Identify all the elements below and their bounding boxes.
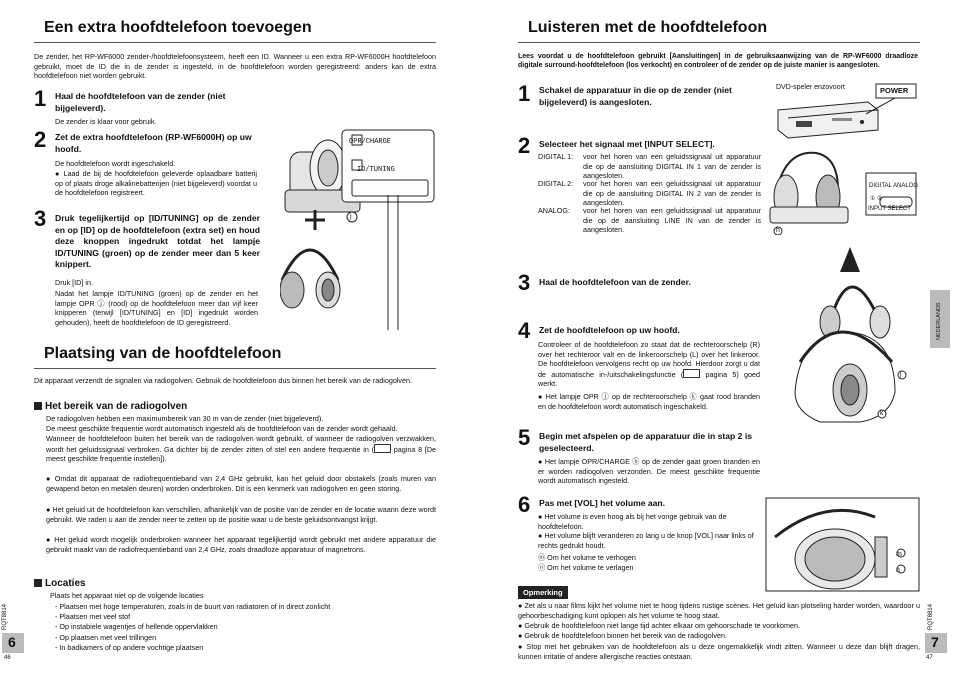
bullet-item: ● Het volume is even hoog als bij het vorige gebruik van de hoofdtelefoon. (538, 512, 727, 531)
step-note: Druk [ID] in. (55, 278, 93, 287)
input-option-text: voor het horen van een geluidssignaal uit apparatuur die op de aansluiting DIGITAL IN 2 van de zender is aangesloten. (583, 179, 761, 208)
location-item: - In badkamers of op andere vochtige plaatsen (55, 643, 204, 652)
subheading (34, 578, 86, 589)
input-option-text: voor het horen van een geluidssignaal uit apparatuur die op de aansluiting LINE IN van de zender is aangesloten. (583, 206, 761, 235)
label-input-numbers: ① ② (870, 196, 883, 202)
paragraph-text: Wanneer de hoofdtelefoon buiten het bereik van de radiogolven wordt gebruikt, of wanneer de radiogolven verzwakken, wordt het geluidssignaal verbroken. Ga dichter bij de zender zitten of stel een andere frequentie in ( (46, 434, 436, 454)
step-number: 6 (518, 492, 531, 517)
step-number: 2 (34, 127, 47, 152)
page-number-small: 46 (4, 655, 11, 661)
paragraph (538, 340, 760, 389)
step-title: Zet de extra hoofdtelefoon (RP-WF6000H) op uw hoofd. (55, 132, 252, 154)
note-item: ● Gebruik de hoofdtelefoon binnen het bereik van de radiogolven. (518, 631, 727, 640)
step-number: 3 (518, 270, 531, 295)
headphone-on-head-illustration (780, 242, 920, 432)
bullet-text: Het geluid wordt mogelijk onderbroken wanneer het apparaat tegelijkertijd wordt gebruikt met andere apparatuur die gebruikt maakt van de radiofrequentieband van 2,4 GHz, zoals draadloze apparatuur of magnetrons. (46, 535, 436, 554)
bullet-item: ● Het lampje OPR/CHARGE ⓗ op de zender gaat groen branden en er worden radiogolven verzonden. De meest geschikte frequentie wordt automatisch ingesteld. (538, 457, 760, 486)
note-label: Opmerking (518, 586, 568, 599)
step-note: Nadat het lampje ID/TUNING (groen) op de zender en het lampje OPR ⓙ (rood) op de hoofdtelefoon meer dan vijf keer knipperen (terwijl [ID/TUNING] en [ID] ingedrukt worden gehouden), heeft de hoofdtelefoon de ID geregistreerd. (55, 289, 258, 327)
title-rule (518, 42, 920, 43)
location-item: - Op instabiele wagentjes of hellende oppervlakken (55, 622, 218, 631)
bullet-text: Laad de bij de hoofdtelefoon geleverde oplaadbare batterij op of plaats droge alkalinebatterijen (niet bijgeleverd) voordat u de hoofdtelefoon registreert. (55, 169, 257, 198)
label-j: j (900, 371, 902, 378)
bullet-text: Het volume blijft veranderen zo lang u de knop [VOL] naar links of rechts gedrukt houdt. (538, 531, 754, 550)
label-h: h (776, 227, 780, 234)
bullet-text: Het lampje OPR ⓙ op de rechteroorschelp ⓚ gaat rood branden en de hoofdtelefoon wordt automatisch ingeschakeld. (538, 392, 760, 411)
paragraph: De radiogolven hebben een maximumbereik van 30 m van de zender (niet bijgeleverd). (46, 414, 324, 423)
volume-down-item: ⓝ Om het volume te verlagen (538, 563, 634, 572)
section-title-placement: Plaatsing van de hoofdtelefoon (44, 345, 282, 362)
note-text: Stop met het gebruiken van de hoofdtelefoon als u deze ongemakkelijk vindt zitten. Wanneer u deze dan blijft dragen, kunnen irritatie of andere allergische reacties ontstaan. (518, 642, 920, 661)
bullet-text: Omdat dit apparaat de radiofrequentieband van 2,4 GHz gebruikt, kan het geluid door obstakels (zoals muren van gewapend beton en metalen deuren) worden onderbroken. Dit is een kenmerk van radiogolven en geen storing. (46, 474, 436, 493)
bullet-item: ● Het geluid uit de hoofdtelefoon kan verschillen, afhankelijk van de positie van de zender en de locatie waarin deze wordt gebruikt. We raden u aan de zender neer te zetten op de positie waar u de beste geluidsontvangst krijgt. (46, 505, 436, 524)
bullet-text: Het volume is even hoog als bij het vorige gebruik van de hoofdtelefoon. (538, 512, 727, 531)
paragraph-text: pagina 8 [De meest geschikte frequentie instellen]). (46, 444, 437, 464)
step-number: 1 (34, 86, 47, 111)
label-m: m (896, 551, 902, 558)
note-text: Gebruik de hoofdtelefoon binnen het bereik van de radiogolven. (524, 631, 727, 640)
title-rule (34, 368, 436, 369)
label-j: j (350, 213, 352, 220)
paragraph: Plaats het apparaat niet op de volgende locaties (50, 591, 204, 600)
location-item: - Plaatsen met veel stof (55, 612, 131, 621)
bullet-item: ● Het volume blijft veranderen zo lang u de knop [VOL] naar links of rechts gedrukt houdt. (538, 531, 754, 550)
input-option-key: DIGITAL 1: (538, 152, 574, 161)
location-text: Op instabiele wagentjes of hellende oppervlakken (59, 622, 218, 631)
location-text: In badkamers of op andere vochtige plaatsen (59, 643, 204, 652)
note-text: Gebruik de hoofdtelefoon niet lange tijd achter elkaar om gehoorschade te voorkomen. (524, 621, 801, 630)
step-title: Pas met [VOL] het volume aan. (539, 498, 666, 508)
paragraph: De meest geschikte frequentie wordt automatisch ingesteld als de hoofdtelefoon van de zender wordt gehaald. (46, 424, 398, 433)
language-label: NEDERLANDS (936, 302, 942, 340)
title-rule (34, 42, 436, 43)
document-code-text: RQT8814 (928, 603, 934, 630)
intro-paragraph: De zender, het RP-WF6000 zender-/hoofdtelefoonsysteem, heeft een ID. Wanneer u een extra RP-WF6000H hoofdtelefoon gebruikt, moet de ID die in de zender is ingesteld, in de hoofdtelefoon worden geregistreerd: anders kan de extra hoofdtelefoon niet worden gebruikt. (34, 52, 436, 81)
document-code-text: RQT8814 (2, 603, 8, 630)
section-title-listening: Luisteren met de hoofdtelefoon (528, 19, 768, 36)
bullet-item: ● Laad de bij de hoofdtelefoon geleverde oplaadbare batterij op of plaats droge alkalinebatterijen (niet bijgeleverd) voordat u de hoofdtelefoon registreert. (55, 169, 257, 198)
dvd-label: DVD-speler enzovoort (776, 84, 845, 91)
subheading-text: Het bereik van de radiogolven (45, 401, 188, 412)
note-item: ● Zet als u naar films kijkt het volume niet te hoog tijdens rustige scènes. Het geluid kan plotseling harder worden, waardoor u gehoorbeschadiging kunt oplopen als het volume te hoog staat. (518, 601, 920, 620)
square-icon (34, 402, 42, 410)
label-k: k (880, 410, 884, 417)
square-icon (34, 579, 42, 587)
location-item: - Op plaatsen met veel trillingen (55, 633, 157, 642)
bullet-item: ● Het lampje OPR ⓙ op de rechteroorschelp ⓚ gaat rood branden en de hoofdtelefoon wordt automatisch ingeschakeld. (538, 392, 760, 411)
step-title: Begin met afspelen op de apparatuur die in stap 2 is geselecteerd. (539, 431, 752, 453)
label-id-tuning: ID/TUNING (357, 166, 395, 174)
input-option-key: DIGITAL 2: (538, 179, 574, 188)
subheading-text: Locaties (45, 578, 86, 589)
volume-up-item: ⓜ Om het volume te verhogen (538, 553, 636, 562)
power-button-label: POWER (880, 86, 909, 95)
label-opr-charge: OPR/CHARGE (349, 138, 392, 146)
location-text: Plaatsen met hoge temperaturen, zoals in de buurt van radiatoren of in direct zonlicht (59, 602, 331, 611)
location-text: Op plaatsen met veel trillingen (59, 633, 157, 642)
page-number: 6 (8, 634, 16, 650)
note-item: ● Gebruik de hoofdtelefoon niet lange tijd achter elkaar om gehoorschade te voorkomen. (518, 621, 801, 630)
document-code (928, 580, 934, 630)
step-title: Druk tegelijkertijd op [ID/TUNING] op de zender en op [ID] op de hoofdtelefoon (extra set) en houd deze knoppen ingedrukt totdat het lampje ID/TUNING (groen) op de zender meer dan 5 keer knippert. (55, 213, 260, 269)
page-reference-icon (683, 369, 700, 378)
step-number: 4 (518, 318, 531, 343)
step-title: Zet de hoofdtelefoon op uw hoofd. (539, 325, 680, 335)
step-title: Selecteer het signaal met [INPUT SELECT]. (539, 139, 715, 149)
intro-paragraph: Lees voordat u de hoofdtelefoon gebruikt [Aansluitingen] in de gebruiksaanwijzing van de RP-WF6000 draadloze digitale surround-hoofdtelefoon (los verkocht) en controleer of de zender op de juiste manier is aangesloten. (518, 53, 918, 69)
note-item: ● Stop met het gebruiken van de hoofdtelefoon als u deze ongemakkelijk vindt zitten. Wanneer u deze dan blijft dragen, kunnen irritatie of andere allergische reacties ontstaan. (518, 642, 920, 661)
step-number: 2 (518, 133, 531, 158)
step-title: Haal de hoofdtelefoon van de zender (niet bijgeleverd). (55, 91, 226, 113)
bullet-text: Het geluid uit de hoofdtelefoon kan verschillen, afhankelijk van de positie van de zender en de locatie waarin deze wordt gebruikt. We raden u aan de zender neer te zetten op de positie waar u de beste geluidsontvangst krijgt. (46, 505, 436, 524)
location-item: - Plaatsen met hoge temperaturen, zoals in de buurt van radiatoren of in direct zonlicht (55, 602, 331, 611)
input-select-illustration (768, 145, 918, 235)
location-text: Plaatsen met veel stof (59, 612, 131, 621)
step-title: Schakel de apparatuur in die op de zender (niet bijgeleverd) is aangesloten. (539, 85, 732, 107)
step-number: 5 (518, 425, 531, 450)
label-n: n (896, 567, 900, 574)
step-note: De hoofdtelefoon wordt ingeschakeld. (55, 159, 176, 168)
page-number-small: 47 (926, 655, 933, 661)
input-option-text: voor het horen van een geluidssignaal uit apparatuur die op de aansluiting DIGITAL IN 1 van de zender is aangesloten. (583, 152, 761, 181)
step-note: De zender is klaar voor gebruik. (55, 117, 157, 126)
transmitter-headphone-illustration (280, 120, 440, 335)
page-reference-icon (374, 444, 391, 453)
bullet-text: Het lampje OPR/CHARGE ⓗ op de zender gaat groen branden en er worden radiogolven verzonden. De meest geschikte frequentie wordt automatisch ingesteld. (538, 457, 760, 486)
paragraph-text: pagina 5) goed werkt. (538, 369, 760, 389)
note-text: Zet als u naar films kijkt het volume niet te hoog tijdens rustige scènes. Het geluid kan plotseling harder worden, waardoor u gehoorbeschadiging kunt oplopen als het volume te hoog staat. (518, 601, 920, 620)
step-title: Haal de hoofdtelefoon van de zender. (539, 277, 691, 287)
label-input-select: INPUT SELECT (868, 206, 911, 212)
label-digital-analog: DIGITAL ANALOG (869, 183, 919, 189)
section-title-extra-headphone: Een extra hoofdtelefoon toevoegen (44, 19, 312, 36)
bullet-item: ● Omdat dit apparaat de radiofrequentieband van 2,4 GHz gebruikt, kan het geluid door obstakels (zoals muren van gewapend beton en metalen deuren) worden onderbroken. Dit is een kenmerk van radiogolven en geen storing. (46, 474, 436, 493)
paragraph (46, 434, 436, 464)
input-option-key: ANALOG: (538, 206, 570, 215)
intro-paragraph: Dit apparaat verzendt de signalen via radiogolven. Gebruik de hoofdtelefoon dus binnen het bereik van de radiogolven. (34, 376, 413, 385)
document-code (2, 580, 8, 630)
paragraph-text: Controleer of de hoofdtelefoon zo staat dat de rechteroorschelp (R) over het rechteroor valt en de linkeroorschelp (L) over het linkeroor. De hoofdtelefoon vervolgens recht op uw hoofd. Hierdoor zorgt u dat de automatische in-/uitschakelingsfunctie ( (538, 340, 760, 379)
step-number: 1 (518, 81, 531, 106)
step-number: 3 (34, 206, 47, 231)
subheading (34, 401, 187, 412)
page-number: 7 (931, 634, 939, 650)
bullet-item: ● Het geluid wordt mogelijk onderbroken wanneer het apparaat tegelijkertijd wordt gebruikt met andere apparatuur die gebruikt maakt van de radiofrequentieband van 2,4 GHz, zoals draadloze apparatuur of magnetrons. (46, 535, 436, 554)
volume-knob-illustration (765, 497, 920, 592)
